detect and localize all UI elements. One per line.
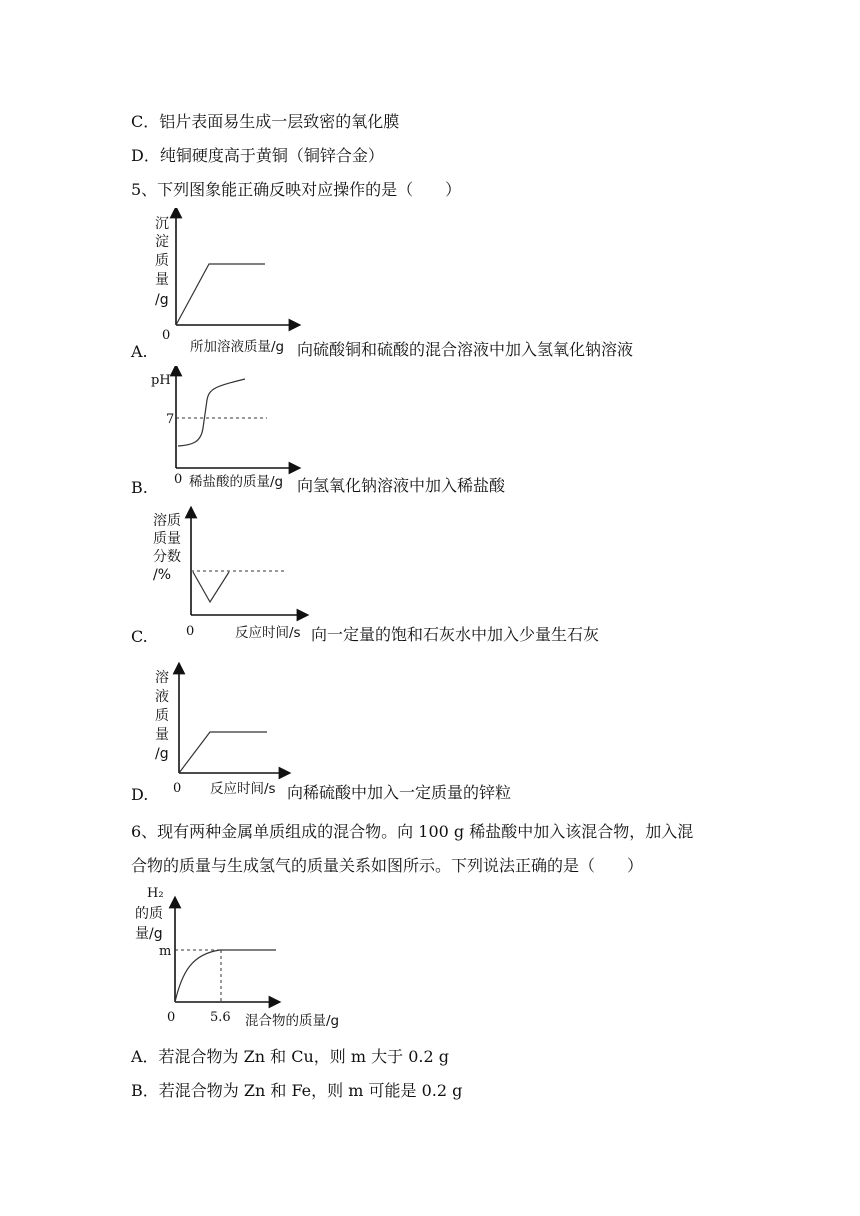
question4-option-c: C．铝片表面易生成一层致密的氧化膜 (131, 112, 400, 131)
graph-a-ylabel-2: 质 (155, 253, 169, 269)
graph-c-ylabel-1: 质量 (153, 531, 181, 547)
graph-a-ylabel-4: /g (155, 292, 169, 308)
graph-b-xlabel: 稀盐酸的质量/g (189, 474, 284, 490)
option-d-text: 向稀硫酸中加入一定质量的锌粒 (287, 783, 512, 802)
graph-c-origin: 0 (186, 624, 195, 639)
question6-option-a: A．若混合物为 Zn 和 Cu，则 m 大于 0.2 g (131, 1047, 449, 1066)
graph-q6-ylabel-2: 量/g (135, 926, 163, 942)
graph-q6-origin: 0 (167, 1010, 176, 1025)
graph-b-ylabel: pH (151, 373, 171, 388)
question5-stem: 5、下列图象能正确反映对应操作的是（ ） (131, 180, 462, 199)
graph-q6-ylabel-0: H₂ (147, 886, 164, 901)
graph-d-ylabel-1: 液 (155, 689, 169, 705)
graph-d-xlabel: 反应时间/s (210, 781, 276, 797)
graph-b (145, 366, 305, 492)
graph-q6-ylabel-1: 的质 (135, 906, 163, 922)
option-b-letter: B. (131, 478, 148, 497)
graph-q6-xtick: 5.6 (210, 1010, 231, 1025)
graph-d-origin: 0 (173, 781, 182, 796)
option-d-letter: D. (131, 785, 149, 804)
option-b-text: 向氢氧化钠溶液中加入稀盐酸 (297, 476, 506, 495)
graph-c-ylabel-2: 分数 (153, 549, 181, 565)
graph-b-origin: 0 (174, 472, 183, 487)
graph-d-ylabel-2: 质 (155, 708, 169, 724)
graph-d-ylabel-3: 量 (155, 727, 169, 743)
graph-c-ylabel-3: /% (153, 567, 172, 583)
graph-q6-xlabel: 混合物的质量/g (245, 1013, 340, 1029)
graph-a-origin: 0 (162, 328, 171, 343)
graph-d-ylabel-0: 溶 (155, 670, 169, 686)
graph-c (145, 506, 315, 642)
graph-c-ylabel-0: 溶质 (153, 513, 181, 529)
question6-option-b: B．若混合物为 Zn 和 Fe，则 m 可能是 0.2 g (131, 1081, 463, 1100)
question6-stem-line2: 合物的质量与生成氢气的质量关系如图所示。下列说法正确的是（ ） (131, 856, 644, 875)
graph-b-ytick: 7 (166, 412, 175, 427)
graph-q6 (130, 884, 360, 1034)
graph-a-ylabel-1: 淀 (155, 234, 169, 250)
graph-d-ylabel-4: /g (155, 746, 169, 762)
graph-a (145, 208, 305, 358)
question6-stem-line1: 6、现有两种金属单质组成的混合物。向 100 g 稀盐酸中加入该混合物，加入混 (131, 822, 694, 841)
graph-a-ylabel-3: 量 (155, 272, 169, 288)
question4-option-d: D．纯铜硬度高于黄铜（铜锌合金） (131, 146, 384, 165)
graph-a-ylabel-0: 沉 (155, 216, 169, 232)
option-c-text: 向一定量的饱和石灰水中加入少量生石灰 (311, 625, 600, 644)
option-a-text: 向硫酸铜和硫酸的混合溶液中加入氢氧化钠溶液 (297, 340, 634, 359)
graph-q6-ytick: m (159, 944, 172, 959)
graph-c-xlabel: 反应时间/s (235, 625, 301, 641)
option-a-letter: A. (131, 342, 148, 361)
graph-a-xlabel: 所加溶液质量/g (190, 339, 285, 355)
graph-d (145, 662, 295, 802)
option-c-letter: C. (131, 627, 148, 646)
